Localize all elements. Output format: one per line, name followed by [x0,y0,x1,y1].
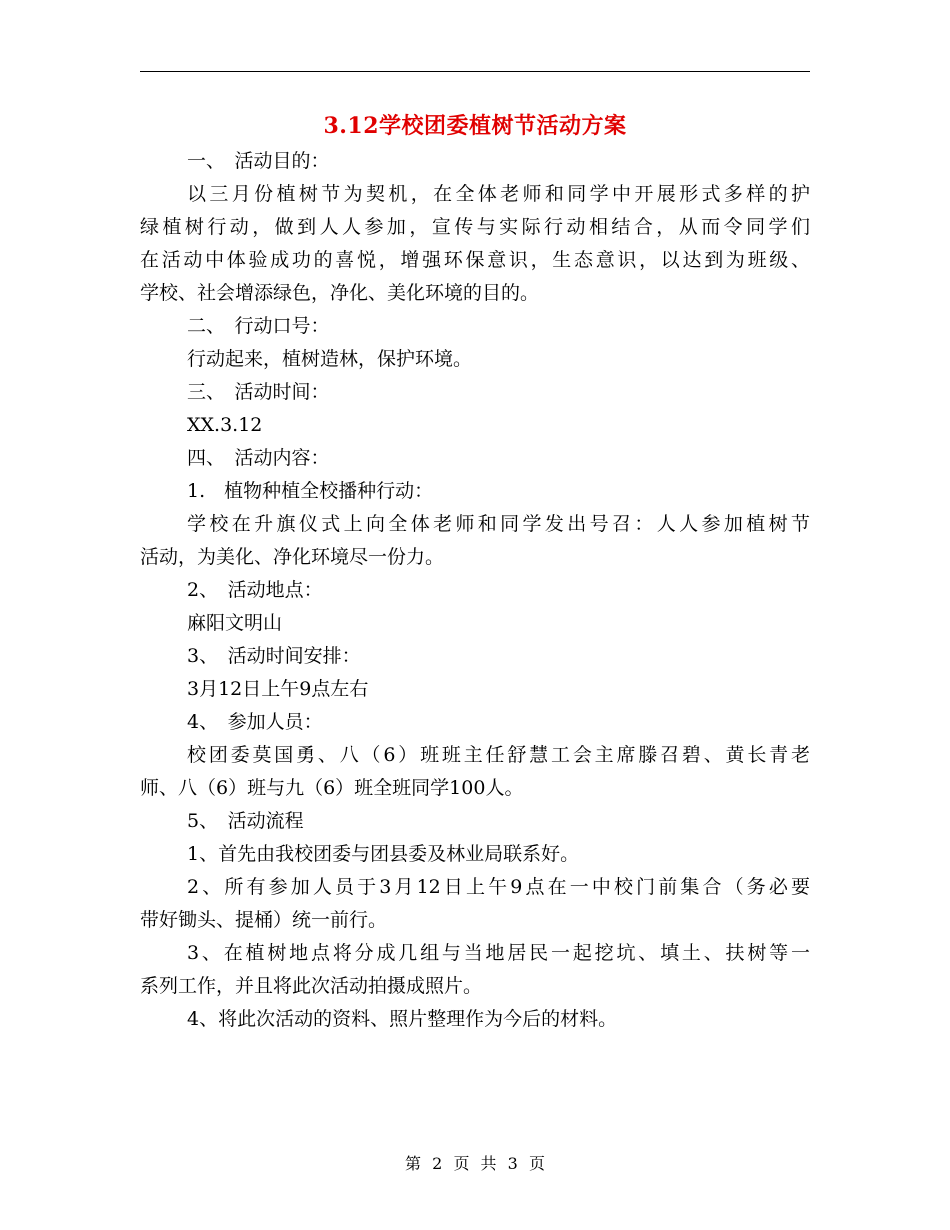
text-line: 3、在植树地点将分成几组与当地居民一起挖坑、填土、扶树等一 [187,942,810,964]
document-title: 3.12学校团委植树节活动方案 [323,113,627,139]
page-footer [0,1150,950,1178]
text-line: 活动，为美化、净化环境尽一份力。 [140,546,445,568]
text-line: 校团委莫国勇、八（6）班班主任舒慧工会主席滕召碧、黄长青老 [187,744,810,766]
text-line: 3月12日上午9点左右 [187,678,369,700]
header-rule [140,71,810,72]
footer-prefix: 第 [405,1154,422,1173]
text-line: 师、八（6）班与九（6）班全班同学100人。 [140,777,524,799]
text-line: 带好锄头、提桶）统一前行。 [140,909,388,931]
text-line: 2、所有参加人员于3月12日上午9点在一中校门前集合（务必要 [187,876,810,898]
footer-current-page: 2 [432,1154,443,1173]
text-line: 2、 活动地点： [187,579,323,601]
text-line: 二、 行动口号： [187,315,330,337]
text-line: 三、 活动时间： [187,381,330,403]
text-line: 1. 植物种植全校播种行动： [187,480,434,502]
text-line: 1、首先由我校团委与团县委及林业局联系好。 [187,843,580,865]
text-line: 5、 活动流程 [187,810,304,832]
text-line: 绿植树行动，做到人人参加，宣传与实际行动相结合，从而令同学们 [140,216,810,238]
text-line: 4、 参加人员： [187,711,323,733]
document-body [140,145,810,1036]
text-line: 四、 活动内容： [187,447,330,469]
text-line: 以三月份植树节为契机，在全体老师和同学中开展形式多样的护 [187,183,810,205]
text-line: 一、 活动目的： [187,150,330,172]
text-line: 麻阳文明山 [187,612,283,634]
footer-suffix: 页 [528,1154,545,1173]
text-line: 在活动中体验成功的喜悦，增强环保意识，生态意识，以达到为班级、 [140,249,810,271]
text-line: XX.3.12 [187,414,263,436]
text-line: 学校、社会增添绿色，净化、美化环境的目的。 [140,282,540,304]
text-line: 3、 活动时间安排： [187,645,361,667]
text-line: 行动起来，植树造林，保护环境。 [187,348,473,370]
footer-total-word: 共 [480,1154,497,1173]
text-line: 学校在升旗仪式上向全体老师和同学发出号召：人人参加植树节 [187,513,810,535]
footer-page-word: 页 [453,1154,470,1173]
text-line: 系列工作，并且将此次活动拍摄成照片。 [140,975,483,997]
footer-total-pages: 3 [507,1154,518,1173]
text-line: 4、将此次活动的资料、照片整理作为今后的材料。 [187,1008,618,1030]
